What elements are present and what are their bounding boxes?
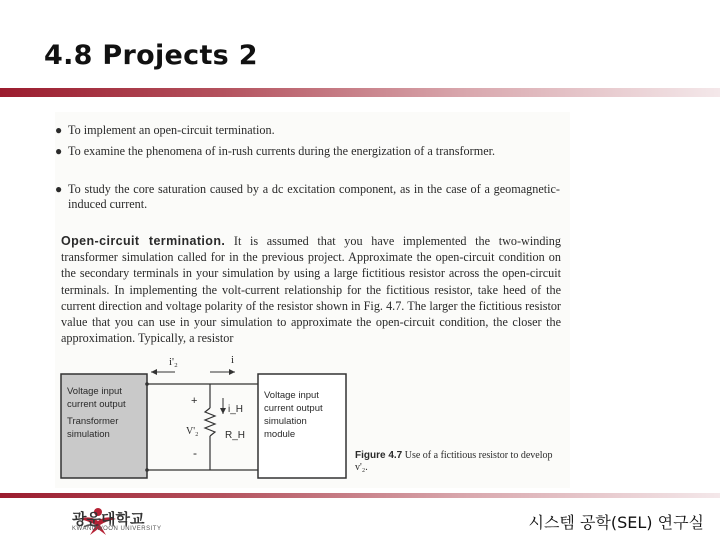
right-box-line: simulation [264, 416, 307, 427]
label-i2prime: i'₂ [169, 356, 178, 368]
bullet-dot-icon: ● [55, 123, 63, 137]
left-box-line: current output [67, 399, 126, 410]
arrow-head [220, 408, 226, 414]
label-plus: + [191, 395, 198, 407]
right-box-line: current output [264, 403, 323, 414]
lab-name-footer: 시스템 공학(SEL) 연구실 [528, 513, 704, 532]
label-ih: i_H [228, 404, 244, 415]
label-rh: R_H [225, 430, 246, 441]
label-minus: - [193, 446, 197, 460]
bullet-text: To examine the phenomena of in-rush currents during the energization of a transformer. [68, 144, 496, 158]
paragraph-body: It is assumed that you have implemented the two-winding transformer simulation called for in the previous project. Approximate the open-circuit condition on the secondary terminals in your simulation by using a large fictitious resistor across the open-circuit terminals. In implementing the volt-current relationship for the fictitious resistor, take heed of the current direction and voltage polarity of the resistor shown in Fig. 4.7. The larger the fictitious resistor value that you can use in your simulation to approximate the open-circuit condition, the closer the approximation. Typically, a resistor [61, 234, 561, 346]
arrow-head [151, 369, 157, 375]
label-i: i [231, 354, 235, 366]
footer-divider-bar [0, 493, 720, 498]
terminal-dot [145, 468, 149, 472]
header-divider-bar [0, 88, 720, 97]
bullet-text: To implement an open-circuit termination. [68, 123, 275, 137]
left-box-line: Voltage input [67, 386, 122, 397]
left-box-line: Transformer [67, 416, 119, 427]
right-box-line: Voltage input [264, 390, 319, 401]
paragraph-heading: Open-circuit termination. [61, 234, 226, 248]
terminal-dot [145, 382, 149, 386]
caption-number: Figure 4.7 [355, 450, 403, 461]
arrow-head [229, 369, 235, 375]
figure-caption [355, 450, 560, 474]
university-name-korean: 광운대학교 [72, 510, 145, 528]
resistor-rh [205, 408, 215, 436]
slide-title: 4.8 Projects 2 [44, 40, 258, 71]
scanned-textbook-page [55, 112, 570, 488]
bullet-dot-icon: ● [55, 182, 63, 196]
bullet-text: To study the core saturation caused by a dc excitation component, as in the case of a geomagnetic-induced current. [68, 182, 560, 211]
caption-text: Use of a fictitious resistor to develop v'₂. [355, 450, 553, 473]
paragraph [61, 233, 561, 346]
university-name-english: KWANGWOON UNIVERSITY [72, 526, 162, 532]
bullet-dot-icon: ● [55, 144, 63, 158]
right-box-line: module [264, 429, 296, 440]
left-box-line: simulation [67, 429, 110, 440]
label-v2prime: V'₂ [186, 426, 199, 437]
